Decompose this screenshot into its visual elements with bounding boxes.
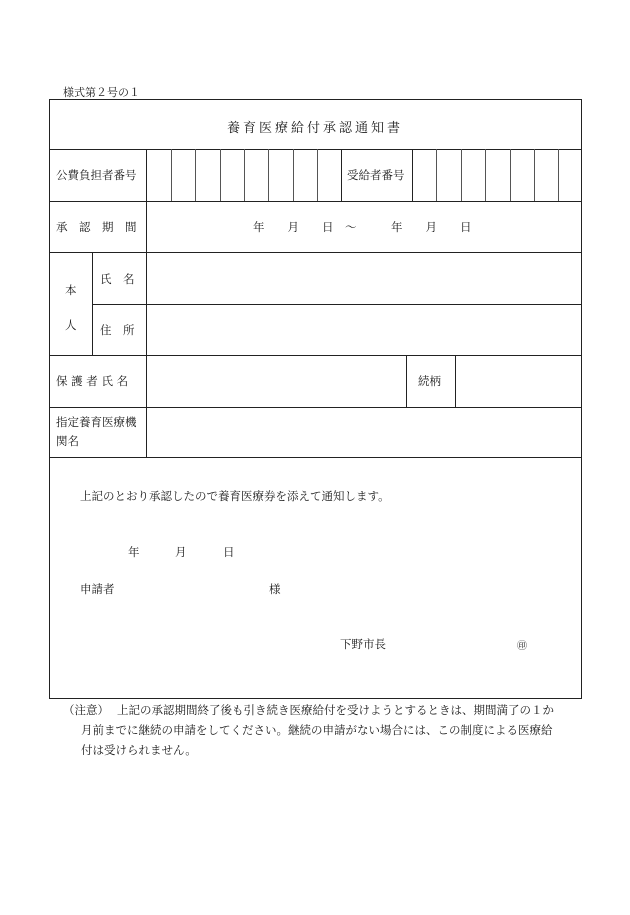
institution-label-line1: 指定養育医療機 — [56, 415, 137, 429]
mayor-label: 下野市長 — [340, 637, 386, 651]
digit-box-divider — [485, 149, 486, 201]
row-divider — [49, 252, 582, 253]
column-divider — [146, 149, 147, 457]
row-divider — [92, 304, 582, 305]
digit-box-divider — [461, 149, 462, 201]
digit-box-divider — [268, 149, 269, 201]
form-frame — [49, 99, 582, 699]
approval-period-dates: 年 月 日 〜 年 月 日 — [253, 220, 472, 234]
digit-box-divider — [436, 149, 437, 201]
institution-label-line2: 関名 — [56, 434, 79, 448]
applicant-label: 申請者 — [80, 582, 115, 596]
digit-box-divider — [220, 149, 221, 201]
form-title: 養育医療給付承認通知書 — [226, 121, 403, 136]
recipient-number-label: 受給者番号 — [347, 168, 405, 182]
column-divider — [406, 355, 407, 407]
date-year: 年 — [128, 545, 140, 559]
row-divider — [49, 201, 582, 202]
guardian-name-label: 保 護 者 氏 名 — [56, 374, 129, 388]
note-line-1: 上記の承認期間終了後も引き続き医療給付を受けようとするときは、期間満了の１か — [117, 703, 554, 717]
person-label-bottom: 人 — [65, 318, 77, 332]
note-prefix: （注意） — [63, 703, 109, 717]
digit-box-divider — [317, 149, 318, 201]
column-divider — [455, 355, 456, 407]
digit-box-divider — [510, 149, 511, 201]
honorific: 様 — [269, 582, 281, 596]
seal-mark: ㊞ — [517, 641, 527, 652]
date-month: 月 — [175, 545, 187, 559]
public-payer-number-label: 公費負担者番号 — [56, 168, 137, 182]
row-divider — [49, 407, 582, 408]
approval-period-label: 承 認 期 間 — [56, 220, 137, 234]
column-divider — [341, 149, 342, 201]
column-divider — [412, 149, 413, 201]
date-day: 日 — [223, 545, 235, 559]
digit-box-divider — [244, 149, 245, 201]
note-line-3: 付は受けられません。 — [81, 743, 197, 757]
row-divider — [49, 355, 582, 356]
digit-box-divider — [195, 149, 196, 201]
person-label-top: 本 — [65, 283, 77, 297]
form-number: 様式第２号の１ — [63, 86, 140, 99]
digit-box-divider — [558, 149, 559, 201]
row-divider — [49, 457, 582, 458]
digit-box-divider — [534, 149, 535, 201]
note-line-2: 月前までに継続の申請をしてください。継続の申請がない場合には、この制度による医療給 — [81, 723, 553, 737]
relationship-label: 続柄 — [418, 374, 441, 388]
column-divider — [92, 252, 93, 355]
notice-text: 上記のとおり承認したので養育医療券を添えて通知します。 — [80, 489, 390, 503]
digit-box-divider — [171, 149, 172, 201]
address-label: 住 所 — [100, 323, 135, 337]
digit-box-divider — [293, 149, 294, 201]
name-label: 氏 名 — [100, 272, 135, 286]
row-divider — [49, 149, 582, 150]
